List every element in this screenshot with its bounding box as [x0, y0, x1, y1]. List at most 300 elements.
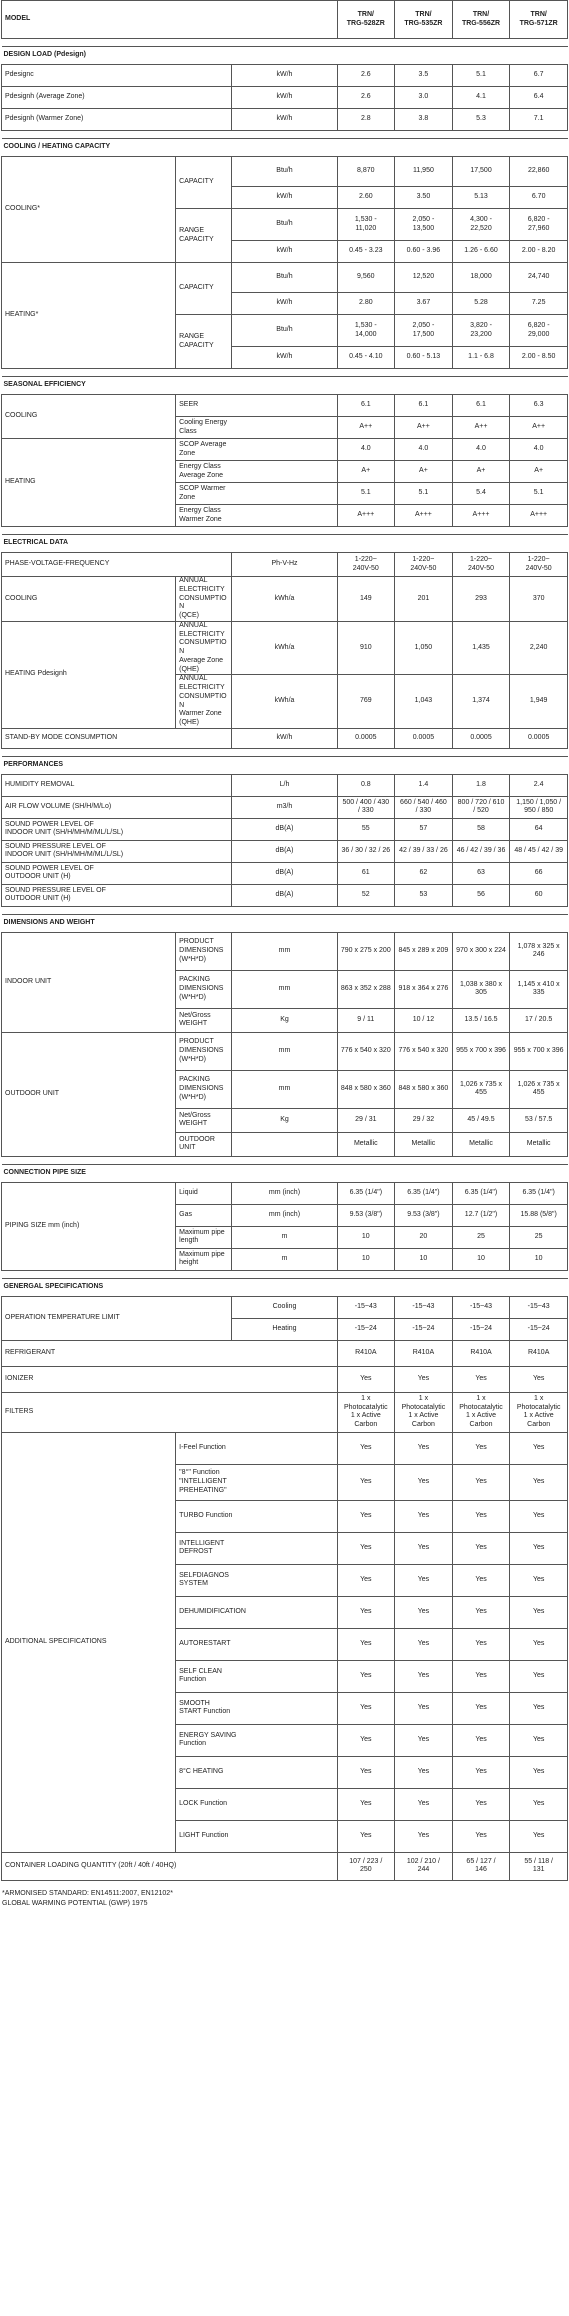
- sub-label: Cooling Energy Class: [176, 417, 337, 439]
- value-cell: 790 x 275 x 200: [337, 932, 395, 970]
- value-cell: 0.60 - 5.13: [395, 347, 453, 369]
- row-label: OPERATION TEMPERATURE LIMIT: [2, 1296, 232, 1340]
- value-cell: Yes: [395, 1756, 453, 1788]
- section-header: [2, 1164, 568, 1182]
- unit-cell: L/h: [232, 774, 337, 796]
- value-cell: -15~24: [337, 1318, 395, 1340]
- value-cell: Metallic: [395, 1132, 453, 1156]
- table-row: [2, 65, 568, 87]
- value-cell: 970 x 300 x 224: [452, 932, 510, 970]
- group-label: HEATING*: [2, 263, 176, 369]
- section-header: [2, 47, 568, 65]
- value-cell: Yes: [452, 1692, 510, 1724]
- unit-cell: mm: [232, 1032, 337, 1070]
- value-cell: 2.6: [337, 87, 395, 109]
- row-label: FILTERS: [2, 1392, 338, 1432]
- spacer: [2, 748, 568, 756]
- unit-cell: mm: [232, 970, 337, 1008]
- table-row: [2, 621, 568, 675]
- section-header: [2, 535, 568, 553]
- value-cell: 6.4: [510, 87, 568, 109]
- section-title: DESIGN LOAD (Pdesign): [2, 47, 568, 65]
- value-cell: 5.1: [395, 483, 453, 505]
- value-cell: Yes: [510, 1464, 568, 1500]
- value-cell: 2.80: [337, 293, 395, 315]
- value-cell: 64: [510, 818, 568, 840]
- value-cell: Yes: [452, 1532, 510, 1564]
- value-cell: 1,435: [452, 621, 510, 675]
- group-label: COOLING*: [2, 157, 176, 263]
- value-cell: 2.00 - 8.20: [510, 241, 568, 263]
- row-label: REFRIGERANT: [2, 1340, 338, 1366]
- table-row: [2, 840, 568, 862]
- value-cell: 4.0: [395, 439, 453, 461]
- value-cell: Yes: [395, 1500, 453, 1532]
- sub-label: SELF CLEAN Function: [176, 1660, 337, 1692]
- section-header: [2, 1278, 568, 1296]
- unit-cell: m3/h: [232, 796, 337, 818]
- value-cell: 5.4: [452, 483, 510, 505]
- table-row: [2, 1032, 568, 1070]
- model-name: TRN/ TRG-528ZR: [337, 1, 395, 39]
- value-cell: 25: [510, 1226, 568, 1248]
- value-cell: Yes: [452, 1820, 510, 1852]
- value-cell: 42 / 39 / 33 / 26: [395, 840, 453, 862]
- value-cell: 53 / 57.5: [510, 1108, 568, 1132]
- section-header: [2, 914, 568, 932]
- value-cell: 863 x 352 x 288: [337, 970, 395, 1008]
- value-cell: 0.0005: [337, 728, 395, 748]
- value-cell: 102 / 210 / 244: [395, 1852, 453, 1880]
- table-row: [2, 906, 568, 914]
- value-cell: 5.3: [452, 109, 510, 131]
- footnotes: [2, 1889, 173, 1909]
- row-label: SOUND PRESSURE LEVEL OF OUTDOOR UNIT (H): [2, 884, 232, 906]
- value-cell: 20: [395, 1226, 453, 1248]
- value-cell: A++: [337, 417, 395, 439]
- unit-cell: mm (inch): [232, 1182, 337, 1204]
- value-cell: 955 x 700 x 396: [510, 1032, 568, 1070]
- value-cell: Yes: [452, 1500, 510, 1532]
- sub-label: RANGE CAPACITY: [176, 209, 232, 263]
- table-row: [2, 577, 568, 622]
- footnote: GLOBAL WARMING POTENTIAL (GWP) 1975: [2, 1900, 148, 1907]
- value-cell: Yes: [395, 1366, 453, 1392]
- group-label: INDOOR UNIT: [2, 932, 176, 1032]
- value-cell: 46 / 42 / 39 / 36: [452, 840, 510, 862]
- value-cell: -15~43: [452, 1296, 510, 1318]
- value-cell: 910: [337, 621, 395, 675]
- value-cell: 6.70: [510, 187, 568, 209]
- sub-label: CAPACITY: [176, 157, 232, 209]
- value-cell: 9.53 (3/8"): [395, 1204, 453, 1226]
- value-cell: A++: [452, 417, 510, 439]
- value-cell: Yes: [337, 1660, 395, 1692]
- spacer: [2, 906, 568, 914]
- value-cell: 2.60: [337, 187, 395, 209]
- unit-cell: kW/h: [232, 728, 337, 748]
- sub-label: SEER: [176, 395, 337, 417]
- value-cell: Yes: [395, 1432, 453, 1464]
- spacer: [2, 39, 568, 47]
- value-cell: A+++: [337, 505, 395, 527]
- value-cell: 22,860: [510, 157, 568, 187]
- value-cell: 29 / 31: [337, 1108, 395, 1132]
- value-cell: R410A: [510, 1340, 568, 1366]
- value-cell: A+: [395, 461, 453, 483]
- value-cell: 4.0: [452, 439, 510, 461]
- value-cell: Yes: [510, 1788, 568, 1820]
- unit-cell: Btu/h: [232, 315, 337, 347]
- value-cell: 848 x 580 x 360: [337, 1070, 395, 1108]
- value-cell: Yes: [337, 1366, 395, 1392]
- unit-cell: Btu/h: [232, 209, 337, 241]
- value-cell: 9 / 11: [337, 1008, 395, 1032]
- value-cell: 2,050 - 17,500: [395, 315, 453, 347]
- value-cell: 1,026 x 735 x 455: [510, 1070, 568, 1108]
- value-cell: 11,950: [395, 157, 453, 187]
- unit-cell: mm (inch): [232, 1204, 337, 1226]
- value-cell: 3.8: [395, 109, 453, 131]
- unit-cell: kW/h: [232, 109, 337, 131]
- value-cell: 6.7: [510, 65, 568, 87]
- group-label: OUTDOOR UNIT: [2, 1032, 176, 1156]
- value-cell: 5.1: [510, 483, 568, 505]
- value-cell: 1 x Photocatalytic 1 x Active Carbon: [510, 1392, 568, 1432]
- value-cell: 3.0: [395, 87, 453, 109]
- value-cell: Yes: [337, 1756, 395, 1788]
- value-cell: Yes: [337, 1692, 395, 1724]
- value-cell: Yes: [452, 1660, 510, 1692]
- table-row: [2, 263, 568, 293]
- value-cell: 10: [452, 1248, 510, 1270]
- group-label: HEATING Pdesignh: [2, 621, 176, 728]
- value-cell: 2.6: [337, 65, 395, 87]
- sub-label: Maximum pipe length: [176, 1226, 232, 1248]
- spacer: [2, 131, 568, 139]
- spacer: [2, 527, 568, 535]
- unit-cell: Cooling: [232, 1296, 337, 1318]
- value-cell: 56: [452, 884, 510, 906]
- value-cell: 1-220~ 240V-50: [510, 553, 568, 577]
- sub-label: "8°" Function "INTELLIGENT PREHEATING": [176, 1464, 337, 1500]
- value-cell: Yes: [337, 1628, 395, 1660]
- value-cell: 1,150 / 1,050 / 950 / 850: [510, 796, 568, 818]
- value-cell: 0.45 - 3.23: [337, 241, 395, 263]
- value-cell: 0.8: [337, 774, 395, 796]
- table-row: [2, 527, 568, 535]
- table-row: [2, 932, 568, 970]
- value-cell: Yes: [337, 1564, 395, 1596]
- value-cell: Yes: [395, 1532, 453, 1564]
- value-cell: 1-220~ 240V-50: [337, 553, 395, 577]
- value-cell: Yes: [510, 1532, 568, 1564]
- value-cell: A+++: [510, 505, 568, 527]
- value-cell: A+: [452, 461, 510, 483]
- table-row: [2, 1, 568, 39]
- value-cell: Yes: [510, 1596, 568, 1628]
- spec-table: [1, 0, 568, 1881]
- spacer: [2, 369, 568, 377]
- unit-cell: kW/h: [232, 87, 337, 109]
- value-cell: 60: [510, 884, 568, 906]
- value-cell: Yes: [337, 1532, 395, 1564]
- value-cell: Yes: [395, 1464, 453, 1500]
- sub-label: Net/Gross WEIGHT: [176, 1008, 232, 1032]
- value-cell: 25: [452, 1226, 510, 1248]
- value-cell: 1,530 - 14,000: [337, 315, 395, 347]
- table-row: [2, 157, 568, 187]
- unit-cell: dB(A): [232, 840, 337, 862]
- value-cell: 5.28: [452, 293, 510, 315]
- value-cell: 6.1: [395, 395, 453, 417]
- value-cell: 1.4: [395, 774, 453, 796]
- table-row: [2, 862, 568, 884]
- value-cell: 57: [395, 818, 453, 840]
- table-row: [2, 109, 568, 131]
- value-cell: 6.35 (1/4"): [395, 1182, 453, 1204]
- value-cell: 0.45 - 4.10: [337, 347, 395, 369]
- value-cell: 3.50: [395, 187, 453, 209]
- value-cell: Yes: [337, 1724, 395, 1756]
- sub-label: Gas: [176, 1204, 232, 1226]
- table-row: [2, 131, 568, 139]
- table-row: [2, 87, 568, 109]
- value-cell: R410A: [395, 1340, 453, 1366]
- unit-cell: dB(A): [232, 818, 337, 840]
- sub-label: RANGE CAPACITY: [176, 315, 232, 369]
- value-cell: 0.0005: [510, 728, 568, 748]
- value-cell: 149: [337, 577, 395, 622]
- value-cell: 45 / 49.5: [452, 1108, 510, 1132]
- value-cell: 52: [337, 884, 395, 906]
- sub-label: PACKING DIMENSIONS (W*H*D): [176, 1070, 232, 1108]
- sub-label: SCOP Warmer Zone: [176, 483, 337, 505]
- value-cell: Yes: [452, 1724, 510, 1756]
- sub-label: ANNUAL ELECTRICITY CONSUMPTION Warmer Zone (QHE): [176, 675, 232, 729]
- sub-label: SELFDIAGNOS SYSTEM: [176, 1564, 337, 1596]
- row-label: SOUND PRESSURE LEVEL OF INDOOR UNIT (SH/H/MH/M/ML/L/SL): [2, 840, 232, 862]
- value-cell: 1,145 x 410 x 335: [510, 970, 568, 1008]
- value-cell: Yes: [510, 1432, 568, 1464]
- table-row: [2, 369, 568, 377]
- value-cell: 1-220~ 240V-50: [395, 553, 453, 577]
- value-cell: 1.1 - 6.8: [452, 347, 510, 369]
- value-cell: 4.0: [510, 439, 568, 461]
- sub-label: ANNUAL ELECTRICITY CONSUMPTION Average Zone (QHE): [176, 621, 232, 675]
- value-cell: 5.1: [337, 483, 395, 505]
- value-cell: 6,820 - 29,000: [510, 315, 568, 347]
- table-row: [2, 39, 568, 47]
- value-cell: A++: [395, 417, 453, 439]
- unit-cell: dB(A): [232, 884, 337, 906]
- sub-label: Energy Class Average Zone: [176, 461, 337, 483]
- value-cell: 201: [395, 577, 453, 622]
- value-cell: Yes: [337, 1820, 395, 1852]
- sub-label: CAPACITY: [176, 263, 232, 315]
- value-cell: 12.7 (1/2"): [452, 1204, 510, 1226]
- value-cell: 29 / 32: [395, 1108, 453, 1132]
- value-cell: Yes: [395, 1596, 453, 1628]
- sub-label: SMOOTH START Function: [176, 1692, 337, 1724]
- value-cell: Metallic: [510, 1132, 568, 1156]
- row-label: SOUND POWER LEVEL OF INDOOR UNIT (SH/H/MH/M/ML/L/SL): [2, 818, 232, 840]
- value-cell: 918 x 364 x 276: [395, 970, 453, 1008]
- value-cell: 10: [395, 1248, 453, 1270]
- sub-label: AUTORESTART: [176, 1628, 337, 1660]
- section-header: [2, 139, 568, 157]
- table-row: [2, 1296, 568, 1318]
- row-label: IONIZER: [2, 1366, 338, 1392]
- value-cell: 13.5 / 16.5: [452, 1008, 510, 1032]
- value-cell: 1 x Photocatalytic 1 x Active Carbon: [395, 1392, 453, 1432]
- value-cell: 6.35 (1/4"): [510, 1182, 568, 1204]
- value-cell: 1 x Photocatalytic 1 x Active Carbon: [337, 1392, 395, 1432]
- value-cell: 6.1: [452, 395, 510, 417]
- row-label: Pdesignc: [2, 65, 232, 87]
- row-label: AIR FLOW VOLUME (SH/H/M/Lo): [2, 796, 232, 818]
- value-cell: Yes: [510, 1820, 568, 1852]
- value-cell: Yes: [337, 1464, 395, 1500]
- model-label: MODEL: [2, 1, 338, 39]
- value-cell: A++: [510, 417, 568, 439]
- unit-cell: kW/h: [232, 293, 337, 315]
- unit-cell: kW/h: [232, 65, 337, 87]
- value-cell: 776 x 540 x 320: [337, 1032, 395, 1070]
- value-cell: 1-220~ 240V-50: [452, 553, 510, 577]
- value-cell: 6.3: [510, 395, 568, 417]
- table-row: [2, 1366, 568, 1392]
- value-cell: 6,820 - 27,960: [510, 209, 568, 241]
- sub-label: PRODUCT DIMENSIONS (W*H*D): [176, 1032, 232, 1070]
- value-cell: 61: [337, 862, 395, 884]
- value-cell: 1,038 x 380 x 305: [452, 970, 510, 1008]
- value-cell: 24,740: [510, 263, 568, 293]
- section-title: CONNECTION PIPE SIZE: [2, 1164, 568, 1182]
- value-cell: Yes: [452, 1756, 510, 1788]
- value-cell: 2,240: [510, 621, 568, 675]
- value-cell: Yes: [395, 1692, 453, 1724]
- value-cell: Yes: [395, 1820, 453, 1852]
- unit-cell: dB(A): [232, 862, 337, 884]
- spacer: [2, 1156, 568, 1164]
- sub-label: ENERGY SAVING Function: [176, 1724, 337, 1756]
- value-cell: 800 / 720 / 610 / 520: [452, 796, 510, 818]
- value-cell: Yes: [510, 1660, 568, 1692]
- value-cell: Yes: [452, 1366, 510, 1392]
- value-cell: 9,560: [337, 263, 395, 293]
- value-cell: 2.00 - 8.50: [510, 347, 568, 369]
- value-cell: 5.1: [452, 65, 510, 87]
- section-title: DIMENSIONS AND WEIGHT: [2, 914, 568, 932]
- group-label: PIPING SIZE mm (inch): [2, 1182, 176, 1270]
- section-header: [2, 377, 568, 395]
- value-cell: 17,500: [452, 157, 510, 187]
- table-row: [2, 1852, 568, 1880]
- row-label: SOUND POWER LEVEL OF OUTDOOR UNIT (H): [2, 862, 232, 884]
- value-cell: -15~43: [395, 1296, 453, 1318]
- value-cell: Yes: [337, 1500, 395, 1532]
- sub-label: LOCK Function: [176, 1788, 337, 1820]
- value-cell: Yes: [337, 1788, 395, 1820]
- unit-cell: kW/h: [232, 347, 337, 369]
- value-cell: 293: [452, 577, 510, 622]
- sub-label: I-Feel Function: [176, 1432, 337, 1464]
- value-cell: 769: [337, 675, 395, 729]
- value-cell: Yes: [395, 1724, 453, 1756]
- value-cell: Yes: [395, 1660, 453, 1692]
- unit-cell: m: [232, 1248, 337, 1270]
- value-cell: -15~24: [452, 1318, 510, 1340]
- sub-label: PACKING DIMENSIONS (W*H*D): [176, 970, 232, 1008]
- value-cell: 7.25: [510, 293, 568, 315]
- value-cell: 500 / 400 / 430 / 330: [337, 796, 395, 818]
- value-cell: Yes: [452, 1628, 510, 1660]
- table-row: [2, 1340, 568, 1366]
- value-cell: 1,078 x 325 x 246: [510, 932, 568, 970]
- value-cell: 1 x Photocatalytic 1 x Active Carbon: [452, 1392, 510, 1432]
- unit-cell: Kg: [232, 1108, 337, 1132]
- value-cell: 36 / 30 / 32 / 26: [337, 840, 395, 862]
- value-cell: 55: [337, 818, 395, 840]
- value-cell: 53: [395, 884, 453, 906]
- sub-label: LIGHT Function: [176, 1820, 337, 1852]
- row-label: Pdesignh (Warmer Zone): [2, 109, 232, 131]
- unit-cell: [232, 1132, 337, 1156]
- sub-label: Liquid: [176, 1182, 232, 1204]
- unit-cell: kW/h: [232, 187, 337, 209]
- value-cell: Yes: [395, 1628, 453, 1660]
- table-row: [2, 395, 568, 417]
- value-cell: Yes: [510, 1756, 568, 1788]
- value-cell: R410A: [337, 1340, 395, 1366]
- value-cell: Yes: [452, 1788, 510, 1820]
- value-cell: 1,043: [395, 675, 453, 729]
- value-cell: 7.1: [510, 109, 568, 131]
- group-label: COOLING: [2, 577, 176, 622]
- value-cell: 2.4: [510, 774, 568, 796]
- section-header: [2, 756, 568, 774]
- value-cell: Yes: [510, 1366, 568, 1392]
- value-cell: 10 / 12: [395, 1008, 453, 1032]
- value-cell: 55 / 118 / 131: [510, 1852, 568, 1880]
- sub-label: Net/Gross WEIGHT: [176, 1108, 232, 1132]
- value-cell: 18,000: [452, 263, 510, 293]
- model-name: TRN/ TRG-535ZR: [395, 1, 453, 39]
- value-cell: 1,050: [395, 621, 453, 675]
- unit-cell: kWh/a: [232, 675, 337, 729]
- value-cell: 4.1: [452, 87, 510, 109]
- row-label: Pdesignh (Average Zone): [2, 87, 232, 109]
- value-cell: 58: [452, 818, 510, 840]
- value-cell: 1.8: [452, 774, 510, 796]
- value-cell: 1,026 x 735 x 455: [452, 1070, 510, 1108]
- row-label: CONTAINER LOADING QUANTITY (20ft / 40ft / 40HQ): [2, 1852, 338, 1880]
- value-cell: 1,530 - 11,020: [337, 209, 395, 241]
- value-cell: -15~43: [337, 1296, 395, 1318]
- value-cell: Yes: [510, 1692, 568, 1724]
- value-cell: Yes: [510, 1500, 568, 1532]
- unit-cell: Btu/h: [232, 263, 337, 293]
- row-label: HUMIDITY REMOVAL: [2, 774, 232, 796]
- value-cell: 370: [510, 577, 568, 622]
- value-cell: 10: [337, 1248, 395, 1270]
- value-cell: Yes: [452, 1564, 510, 1596]
- value-cell: 17 / 20.5: [510, 1008, 568, 1032]
- value-cell: 5.13: [452, 187, 510, 209]
- table-row: [2, 796, 568, 818]
- value-cell: 6.35 (1/4"): [452, 1182, 510, 1204]
